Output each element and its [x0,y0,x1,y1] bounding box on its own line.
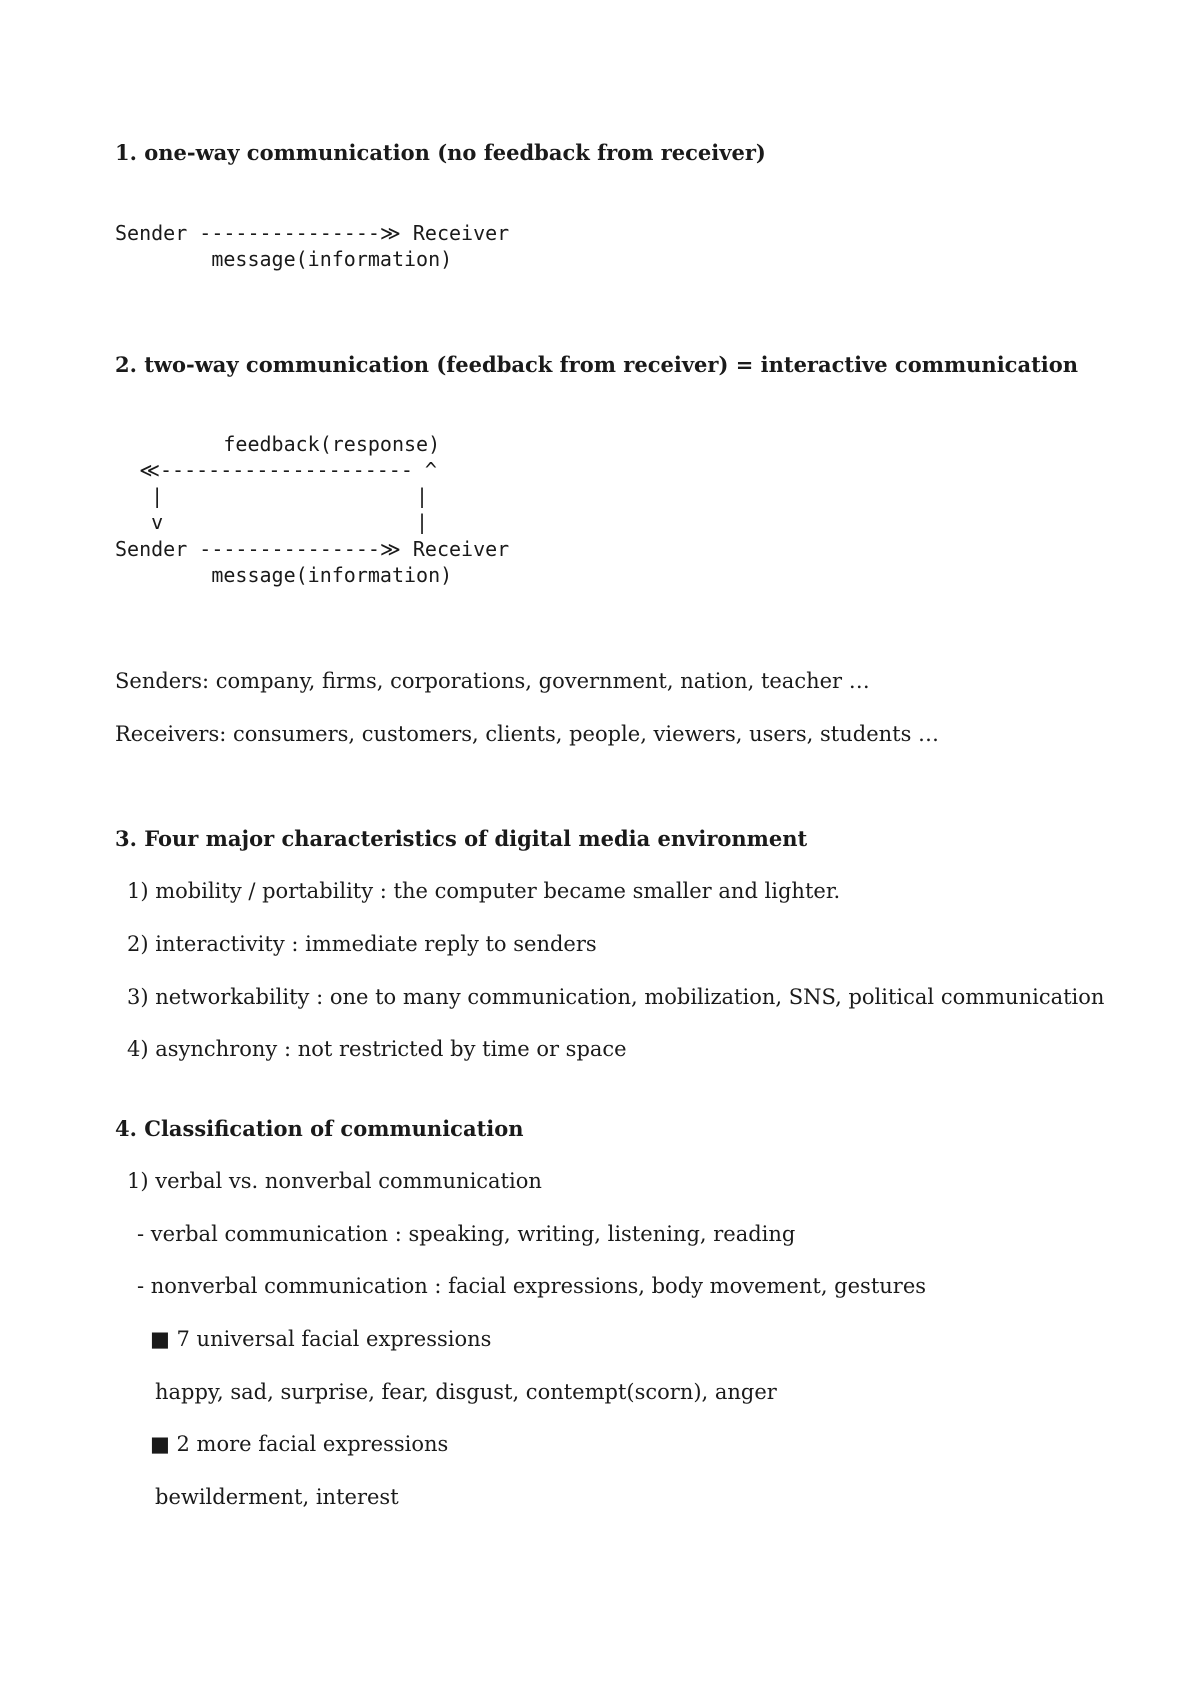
verbal-communication-line: - verbal communication : speaking, writing, listening, reading [137,1222,796,1246]
two-way-diagram-vertical-lines: | | [115,484,429,508]
one-way-diagram-message-label: message(information) [115,247,453,271]
section-4-heading: 4. Classification of communication [115,1116,524,1141]
two-way-diagram-feedback-arrow: ≪--------------------- ^ [115,458,437,482]
receivers-list: Receivers: consumers, customers, clients, people, viewers, users, students … [115,722,940,746]
section-2-heading: 2. two-way communication (feedback from receiver) = interactive communication [115,352,1079,377]
universal-expressions-title: ■ 7 universal facial expressions [150,1327,492,1351]
two-way-diagram-feedback-label: feedback(response) [115,432,441,456]
section-1-heading: 1. one-way communication (no feedback from receiver) [115,140,766,165]
characteristic-item: 3) networkability : one to many communication, mobilization, SNS, political communication [127,985,1105,1009]
classification-item: 1) verbal vs. nonverbal communication [127,1169,542,1193]
characteristic-item: 4) asynchrony : not restricted by time or space [127,1037,627,1061]
more-expressions-list: bewilderment, interest [155,1485,399,1509]
two-way-diagram-message-arrow: Sender ---------------≫ Receiver [115,537,510,561]
section-3-heading: 3. Four major characteristics of digital media environment [115,826,808,851]
characteristic-item: 2) interactivity : immediate reply to senders [127,932,597,956]
two-way-diagram-message-label: message(information) [115,563,453,587]
two-way-diagram-down-arrow: v | [115,510,429,534]
characteristic-item: 1) mobility / portability : the computer became smaller and lighter. [127,879,841,903]
more-expressions-title: ■ 2 more facial expressions [150,1432,449,1456]
nonverbal-communication-line: - nonverbal communication : facial expressions, body movement, gestures [137,1274,927,1298]
senders-list: Senders: company, firms, corporations, government, nation, teacher … [115,669,870,693]
one-way-diagram-arrow-line: Sender ---------------≫ Receiver [115,221,510,245]
universal-expressions-list: happy, sad, surprise, fear, disgust, contempt(scorn), anger [155,1380,777,1404]
